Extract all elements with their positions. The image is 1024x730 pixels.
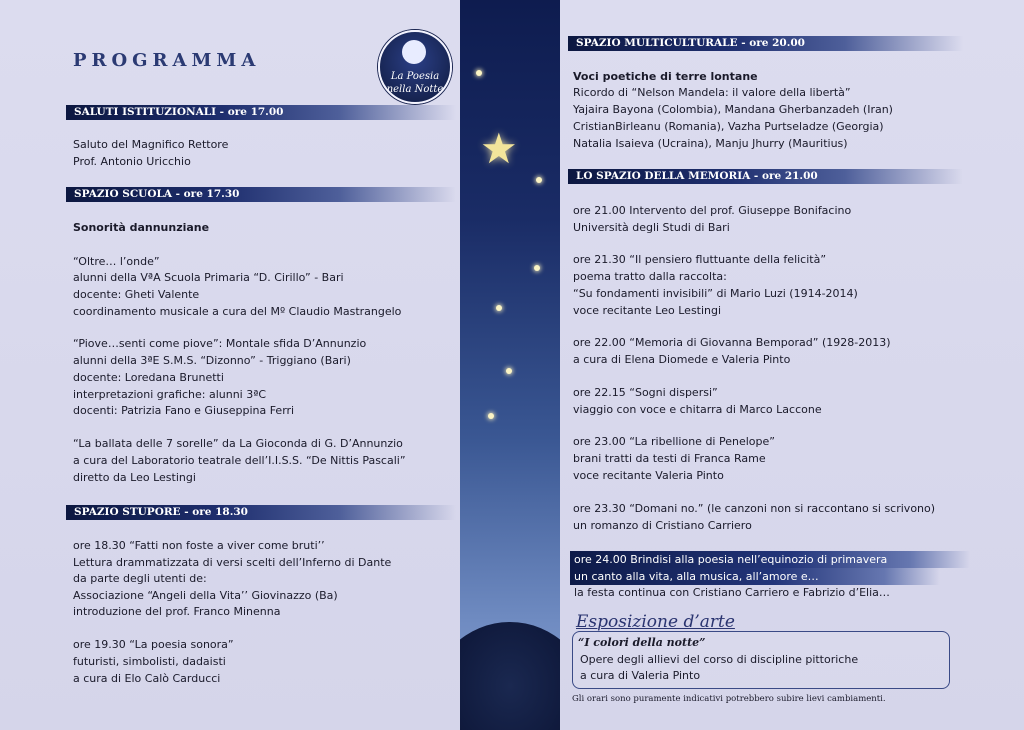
section-header-memoria: LO SPAZIO DELLA MEMORIA - ore 21.00: [568, 169, 963, 184]
scuola-line: alunni della VªA Scuola Primaria “D. Cirillo” - Bari: [73, 271, 344, 284]
expo-line: Opere degli allievi del corso di discipline pittoriche: [580, 653, 859, 666]
stupore-line: ore 18.30 “Fatti non foste a viver come bruti’’: [73, 539, 325, 552]
saluti-line: Prof. Antonio Uricchio: [73, 155, 191, 168]
scuola-line: a cura del Laboratorio teatrale dell’I.I.S.S. “De Nittis Pascali”: [73, 454, 406, 467]
memoria-line: un romanzo di Cristiano Carriero: [573, 519, 752, 532]
memoria-line: ore 22.15 “Sogni dispersi”: [573, 386, 718, 399]
stupore-line: introduzione del prof. Franco Minenna: [73, 605, 281, 618]
finale-line: la festa continua con Cristiano Carriero e Fabrizio d’Elia…: [574, 586, 890, 599]
multiculturale-line: Natalia Isaieva (Ucraina), Manju Jhurry (Mauritius): [573, 137, 848, 150]
stupore-line: da parte degli utenti de:: [73, 572, 207, 585]
memoria-line: “Su fondamenti invisibili” di Mario Luzi (1914-2014): [573, 287, 858, 300]
section-header-scuola: SPAZIO SCUOLA - ore 17.30: [66, 187, 456, 202]
multiculturale-line: Ricordo di “Nelson Mandela: il valore della libertà”: [573, 86, 851, 99]
hill-shape: [460, 622, 560, 730]
event-logo: [378, 30, 452, 104]
memoria-line: voce recitante Leo Lestingi: [573, 304, 722, 317]
stupore-line: ore 19.30 “La poesia sonora”: [73, 638, 234, 651]
expo-box: [572, 631, 950, 689]
scuola-line: docente: Loredana Brunetti: [73, 371, 224, 384]
expo-title: Esposizione d’arte: [576, 612, 735, 632]
scuola-subtitle: Sonorità dannunziane: [73, 221, 210, 234]
star-icon: [534, 265, 540, 271]
memoria-line: voce recitante Valeria Pinto: [573, 469, 724, 482]
memoria-line: ore 23.30 “Domani no.” (le canzoni non si raccontano si scrivono): [573, 502, 936, 515]
expo-subtitle: “I colori della notte”: [578, 636, 706, 649]
scuola-line: “Oltre… l’onde”: [73, 255, 160, 268]
scuola-line: diretto da Leo Lestingi: [73, 471, 196, 484]
multiculturale-subtitle: Voci poetiche di terre lontane: [573, 70, 758, 83]
expo-line: a cura di Valeria Pinto: [580, 669, 701, 682]
night-sky-divider: [460, 0, 560, 730]
scuola-line: “La ballata delle 7 sorelle” da La Gioconda di G. D’Annunzio: [73, 437, 403, 450]
section-header-saluti: SALUTI ISTITUZIONALI - ore 17.00: [66, 105, 456, 120]
scuola-line: coordinamento musicale a cura del Mº Claudio Mastrangelo: [73, 305, 402, 318]
stupore-line: Associazione “Angeli della Vita’’ Giovinazzo (Ba): [73, 589, 338, 602]
memoria-line: a cura di Elena Diomede e Valeria Pinto: [573, 353, 791, 366]
scuola-line: docente: Gheti Valente: [73, 288, 200, 301]
memoria-line: ore 21.30 “Il pensiero fluttuante della felicità”: [573, 253, 827, 266]
memoria-line: Università degli Studi di Bari: [573, 221, 730, 234]
star-icon: [506, 368, 512, 374]
logo-text-2: nella Notte: [386, 84, 444, 95]
memoria-line: ore 23.00 “La ribellione di Penelope”: [573, 435, 775, 448]
memoria-line: ore 22.00 “Memoria di Giovanna Bemporad” (1928-2013): [573, 336, 891, 349]
memoria-line: poema tratto dalla raccolta:: [573, 270, 727, 283]
scuola-line: docenti: Patrizia Fano e Giuseppina Ferri: [73, 404, 295, 417]
multiculturale-line: Yajaira Bayona (Colombia), Mandana Gherbanzadeh (Iran): [573, 103, 893, 116]
stupore-line: Lettura drammatizzata di versi scelti dell’Inferno di Dante: [73, 556, 392, 569]
scuola-line: “Piove…senti come piove”: Montale sfida D’Annunzio: [73, 337, 367, 350]
star-icon: [488, 413, 494, 419]
stupore-line: a cura di Elo Calò Carducci: [73, 672, 221, 685]
stupore-line: futuristi, simbolisti, dadaisti: [73, 655, 226, 668]
memoria-line: brani tratti da testi di Franca Rame: [573, 452, 766, 465]
disclaimer-note: Gli orari sono puramente indicativi potrebbero subire lievi cambiamenti.: [572, 694, 886, 704]
section-header-multiculturale: SPAZIO MULTICULTURALE - ore 20.00: [568, 36, 963, 51]
star-icon: [536, 177, 542, 183]
big-star-icon: ★: [480, 124, 518, 173]
memoria-line: viaggio con voce e chitarra di Marco Laccone: [573, 403, 822, 416]
multiculturale-line: CristianBirleanu (Romania), Vazha Purtseladze (Georgia): [573, 120, 884, 133]
page-title: PROGRAMMA: [73, 50, 261, 71]
right-column: [560, 0, 1024, 730]
memoria-line: ore 21.00 Intervento del prof. Giuseppe Bonifacino: [573, 204, 852, 217]
section-header-stupore: SPAZIO STUPORE - ore 18.30: [66, 505, 456, 520]
star-icon: [476, 70, 482, 76]
moon-icon: [402, 40, 426, 64]
saluti-line: Saluto del Magnifico Rettore: [73, 138, 229, 151]
scuola-line: interpretazioni grafiche: alunni 3ªC: [73, 388, 267, 401]
finale-highlight-line: un canto alla vita, alla musica, all’amore e…: [570, 568, 940, 585]
scuola-line: alunni della 3ªE S.M.S. “Dizonno” - Triggiano (Bari): [73, 354, 351, 367]
logo-text-1: La Poesia: [390, 71, 440, 82]
left-column: [0, 0, 460, 730]
finale-highlight-line: ore 24.00 Brindisi alla poesia nell’equinozio di primavera: [570, 551, 970, 568]
star-icon: [496, 305, 502, 311]
